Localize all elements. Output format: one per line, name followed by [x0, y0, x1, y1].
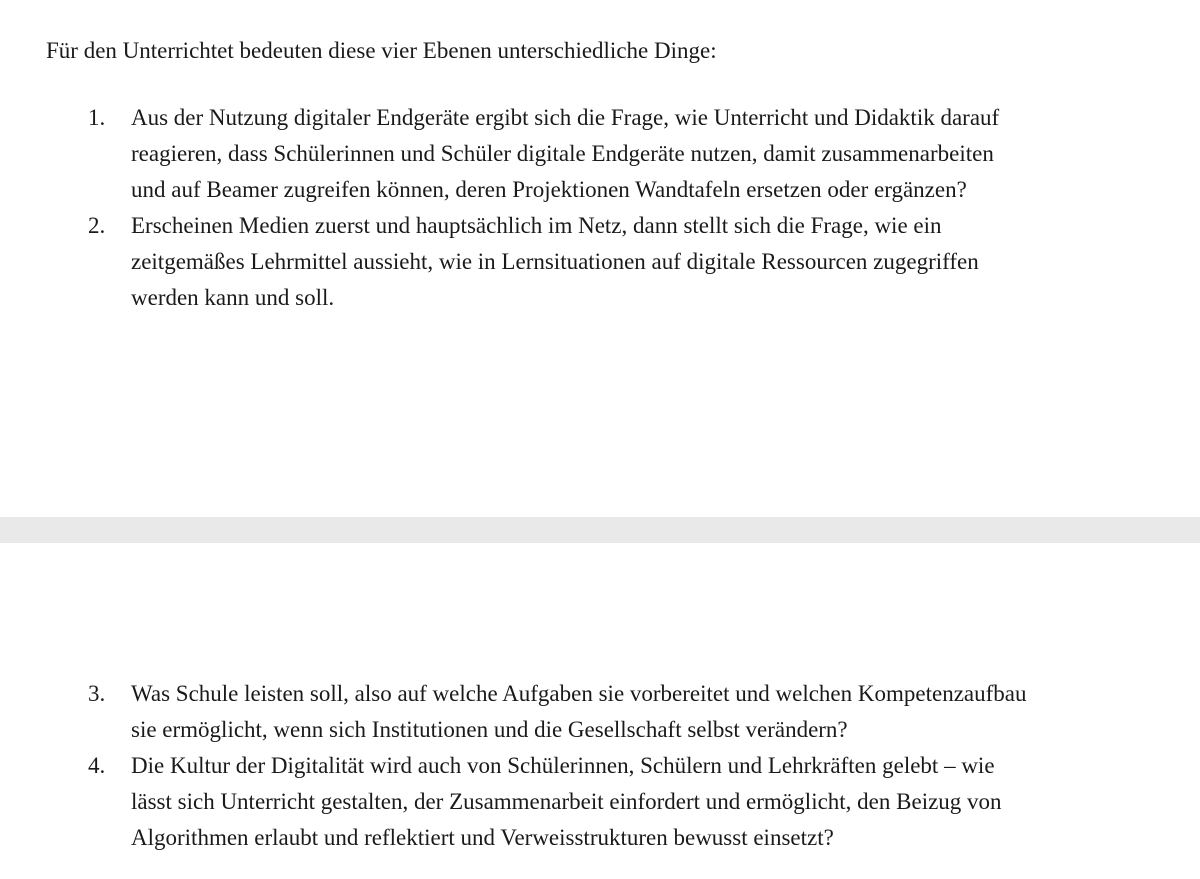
list-item-line: Algorithmen erlaubt und reflektiert und Verweisstrukturen bewusst einsetzt?	[131, 825, 834, 850]
list-item-line: Was Schule leisten soll, also auf welche Aufgaben sie vorbereitet und welchen Kompetenzaufbau	[131, 681, 1027, 706]
list-item-number: 4.	[88, 753, 106, 778]
list-item-number: 3.	[88, 681, 106, 706]
list-item-line: und auf Beamer zugreifen können, deren Projektionen Wandtafeln ersetzen oder ergänzen?	[131, 177, 967, 202]
list-item-number: 1.	[88, 105, 106, 130]
list-item-text	[131, 208, 1131, 316]
page-break-separator	[0, 517, 1200, 543]
list-item-line: Aus der Nutzung digitaler Endgeräte ergibt sich die Frage, wie Unterricht und Didaktik darauf	[131, 105, 1000, 130]
list-item-number: 2.	[88, 213, 106, 238]
list-item-line: sie ermöglicht, wenn sich Institutionen und die Gesellschaft selbst verändern?	[131, 717, 848, 742]
list-item-line: reagieren, dass Schülerinnen und Schüler digitale Endgeräte nutzen, damit zusammenarbeiten	[131, 141, 994, 166]
list-item-line: zeitgemäßes Lehrmittel aussieht, wie in Lernsituationen auf digitale Ressourcen zugegriffen	[131, 249, 979, 274]
list-item-text	[131, 748, 1131, 856]
list-item-line: werden kann und soll.	[131, 285, 335, 310]
list-item-line: lässt sich Unterricht gestalten, der Zusammenarbeit einfordert und ermöglicht, den Beizug von	[131, 789, 1002, 814]
intro-paragraph: Für den Unterrichtet bedeuten diese vier Ebenen unterschiedliche Dinge:	[46, 38, 717, 63]
list-item-text	[131, 676, 1131, 748]
list-item-line: Die Kultur der Digitalität wird auch von Schülerinnen, Schülern und Lehrkräften gelebt – wie	[131, 753, 995, 778]
list-item-line: Erscheinen Medien zuerst und hauptsächlich im Netz, dann stellt sich die Frage, wie ein	[131, 213, 942, 238]
list-item-text	[131, 100, 1131, 208]
